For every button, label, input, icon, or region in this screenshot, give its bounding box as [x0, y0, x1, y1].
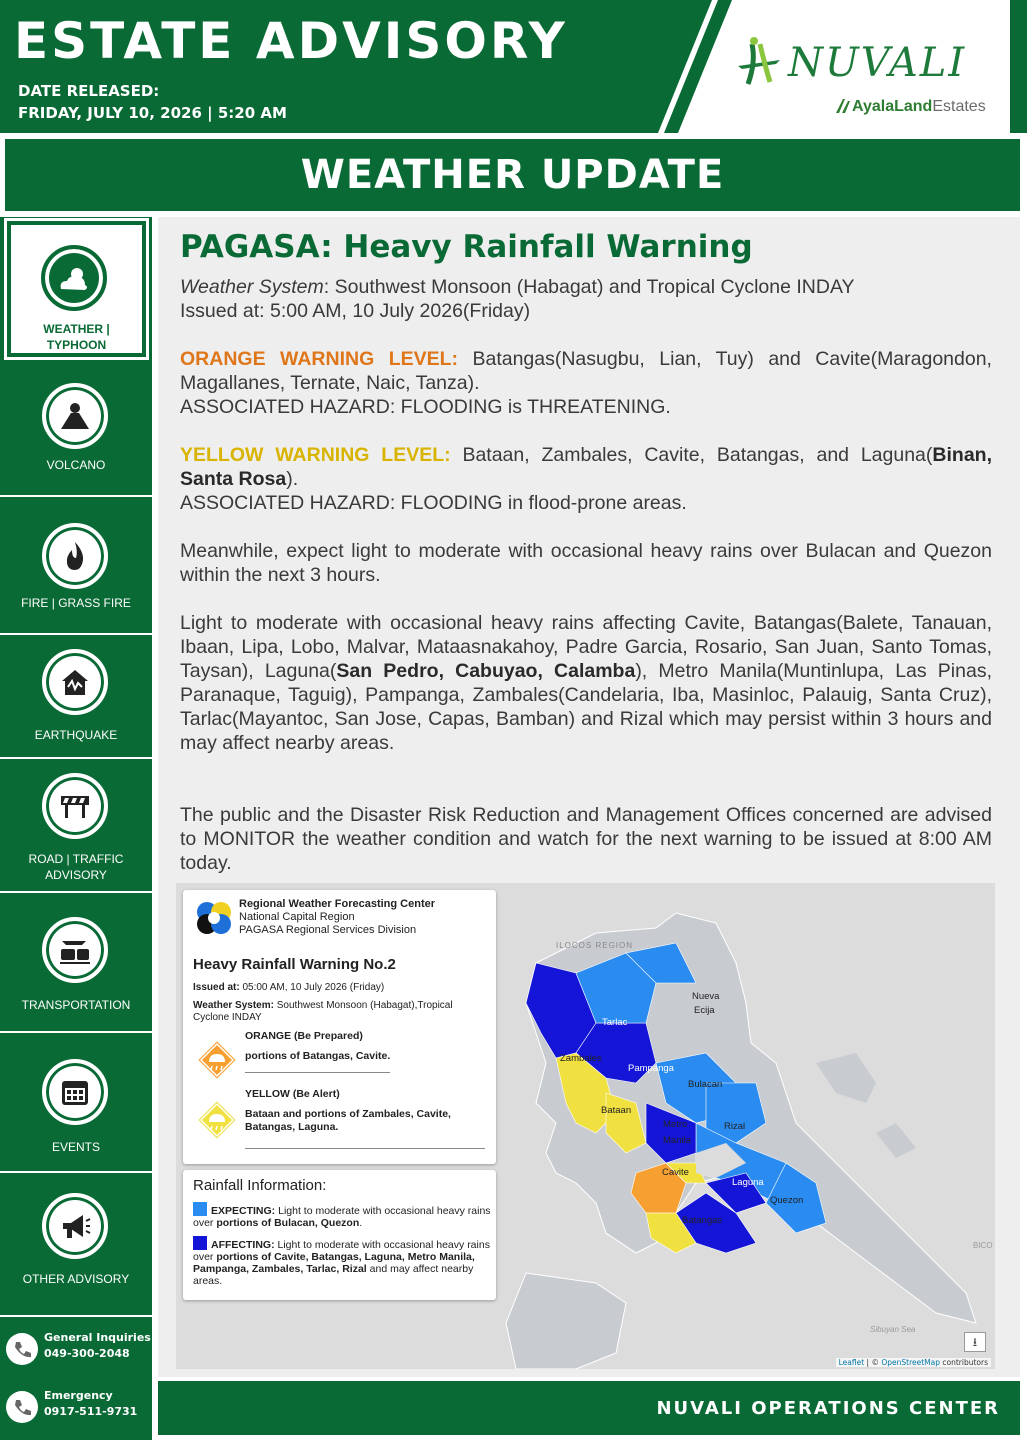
affected-areas-text: Light to moderate with occasional heavy rains affecting Cavite, Batangas(Balete, Tanauan, Ibaan, Lipa, Lobo, Malvar, Mataasnakahoy, Padre Garcia, Rosario, San Juan, Santo Tomas, Taysan), Laguna(San Pedro, Cabuyao, Calamba), Metro Manila(Muntinlupa, Las Pinas, Paranaque, Taguig), Pampanga, Zambales(Candelaria, Iba, Masinloc, Palauig, Santa Cruz), Tarlac(Mayantoc, San Jose, Capas, Bamban) and Rizal which may persist within 3 hours and may affect nearby areas. — [180, 612, 992, 754]
sidebar — [0, 217, 152, 1440]
map-label: ILOCOS REGION — [556, 941, 634, 950]
map-label: Quezon — [770, 1195, 804, 1206]
map-info-panel — [183, 890, 496, 1164]
contact-label: Emergency — [44, 1389, 113, 1402]
sidebar-item-label: EARTHQUAKE — [34, 728, 118, 742]
sidebar-item-label: OTHER ADVISORY — [22, 1272, 130, 1286]
orange-warning-icon — [195, 1038, 239, 1082]
sidebar-item-label: EVENTS — [51, 1140, 100, 1154]
contact-number: 0917-511-9731 — [44, 1405, 138, 1418]
orange-level-areas: portions of Batangas, Cavite. — [245, 1050, 391, 1062]
sidebar-item-road[interactable] — [0, 759, 152, 893]
map-attribution: Leaflet | © OpenStreetMap contributors — [836, 1358, 991, 1367]
phone-icon — [6, 1391, 38, 1423]
nuvali-logo — [728, 34, 998, 124]
sidebar-item-fire[interactable] — [0, 497, 152, 635]
orange-level-label: ORANGE (Be Prepared) — [245, 1030, 363, 1042]
divider — [245, 1072, 390, 1073]
header — [0, 0, 1027, 133]
volcano-icon — [42, 383, 108, 449]
yellow-level-label: YELLOW (Be Alert) — [245, 1088, 340, 1100]
sidebar-item-label: ROAD | TRAFFIC ADVISORY — [28, 852, 124, 882]
yellow-warning-icon — [195, 1098, 239, 1142]
meanwhile-text: Meanwhile, expect light to moderate with occasional heavy rains over Bulacan and Quezon within the next 3 hours. — [180, 540, 992, 586]
sidebar-item-weather[interactable] — [7, 221, 146, 357]
sidebar-item-label: WEATHER | TYPHOON — [43, 322, 110, 352]
date-label: DATE RELEASED: — [18, 82, 160, 100]
pagasa-logo-icon — [193, 900, 235, 936]
map-label: Bulacan — [688, 1079, 723, 1090]
sidebar-item-other-advisory[interactable] — [0, 1173, 152, 1317]
region-name: National Capital Region — [239, 911, 355, 923]
sidebar-item-label: VOLCANO — [46, 458, 106, 472]
rainfall-map[interactable] — [176, 883, 995, 1369]
yellow-level-areas: Bataan and portions of Zambales, Cavite, Batangas, Laguna. — [245, 1108, 451, 1133]
sidebar-item-label: TRANSPORTATION — [21, 998, 131, 1012]
sidebar-item-earthquake[interactable] — [0, 635, 152, 759]
affecting-text: AFFECTING: Light to moderate with occasional heavy rains over portions of Cavite, Batangas, Laguna, Metro Manila, Pampanga, Zambales, Tarlac, Rizal and may affect nearby areas. — [193, 1236, 491, 1287]
emergency-contact[interactable] — [0, 1381, 152, 1439]
ayala-icon — [836, 99, 852, 113]
divider — [245, 1148, 485, 1149]
map-label: Laguna — [732, 1177, 764, 1188]
expecting-text: EXPECTING: Light to moderate with occasional heavy rains over portions of Bulacan, Quezon. — [193, 1202, 491, 1229]
footer-text: NUVALI OPERATIONS CENTER — [656, 1398, 1000, 1419]
general-inquiries-contact[interactable] — [0, 1323, 152, 1381]
yellow-hazard-text: ASSOCIATED HAZARD: FLOODING in flood-prone areas. — [180, 492, 687, 514]
issued-text: Issued at: 5:00 AM, 10 July 2026(Friday) — [180, 300, 531, 322]
warning-title: Heavy Rainfall Warning No.2 — [193, 956, 396, 973]
forecasting-center-name: Regional Weather Forecasting Center — [239, 898, 436, 910]
nuvali-leaf-icon — [730, 36, 790, 92]
download-button[interactable]: ⭳ — [964, 1332, 986, 1352]
date-value: FRIDAY, JULY 10, 2026 | 5:20 AM — [18, 104, 287, 122]
weather-system-text: Weather System: Southwest Monsoon (Habagat) and Tropical Cyclone INDAY — [180, 276, 855, 298]
map-label: Pampanga — [628, 1063, 674, 1074]
advisory-headline: PAGASA: Heavy Rainfall Warning — [180, 229, 753, 265]
megaphone-icon — [42, 1193, 108, 1259]
rainfall-info-panel — [183, 1170, 496, 1300]
phone-icon — [6, 1333, 38, 1365]
orange-warning-text: ORANGE WARNING LEVEL: Batangas(Nasugbu, Lian, Tuy) and Cavite(Maragondon, Magallanes, Ternate, Naic, Tanza). — [180, 348, 992, 394]
map-label: Metro — [663, 1119, 688, 1130]
map-label: Nueva — [692, 991, 720, 1002]
contact-label: General Inquiries — [44, 1331, 151, 1344]
contact-number: 049-300-2048 — [44, 1347, 130, 1360]
map-issued-text: Issued at: 05:00 AM, 10 July 2026 (Friday) — [193, 982, 385, 993]
brand-name: NUVALI — [788, 40, 967, 86]
road-icon — [42, 773, 108, 839]
orange-hazard-text: ASSOCIATED HAZARD: FLOODING is THREATENING. — [180, 396, 671, 418]
footer — [158, 1381, 1020, 1435]
map-label: BICO — [973, 1241, 993, 1250]
map-label: Bataan — [601, 1105, 632, 1116]
map-label: Ecija — [694, 1005, 715, 1016]
dark-blue-swatch — [193, 1236, 207, 1250]
map-label: Manila — [663, 1135, 691, 1146]
banner-title: WEATHER UPDATE — [300, 152, 725, 198]
light-blue-swatch — [193, 1202, 207, 1216]
sidebar-item-label: FIRE | GRASS FIRE — [21, 596, 131, 610]
fire-icon — [42, 523, 108, 589]
division-name: PAGASA Regional Services Division — [239, 924, 417, 936]
osm-link[interactable]: OpenStreetMap — [881, 1358, 940, 1367]
yellow-warning-text: YELLOW WARNING LEVEL: Bataan, Zambales, Cavite, Batangas, and Laguna(Binan, Santa Rosa). — [180, 444, 992, 490]
map-label: Cavite — [662, 1167, 689, 1178]
sidebar-item-transportation[interactable] — [0, 893, 152, 1033]
brand-subtitle: AyalaLandEstates — [836, 98, 986, 116]
transportation-icon — [42, 917, 108, 983]
map-label: Sibuyan Sea — [870, 1325, 916, 1334]
weather-icon — [41, 245, 107, 311]
public-advisory-text: The public and the Disaster Risk Reduction and Management Offices concerned are advised to MONITOR the weather condition and watch for the next warning to be issued at 8:00 AM today. — [180, 804, 992, 874]
leaflet-link[interactable]: Leaflet — [838, 1358, 865, 1367]
map-label: Batangas — [682, 1215, 723, 1226]
earthquake-icon — [42, 649, 108, 715]
sidebar-item-volcano[interactable] — [0, 363, 152, 497]
rainfall-info-title: Rainfall Information: — [193, 1177, 327, 1194]
calendar-icon — [42, 1059, 108, 1125]
weather-update-banner — [5, 139, 1020, 211]
sidebar-item-events[interactable] — [0, 1033, 152, 1173]
map-label: Zambales — [560, 1053, 602, 1064]
map-weather-system-text: Weather System: Southwest Monsoon (Habagat),Tropical Cyclone INDAY — [193, 1000, 453, 1023]
page-title: ESTATE ADVISORY — [14, 12, 568, 70]
map-label: Rizal — [724, 1121, 746, 1132]
map-label: Tarlac — [602, 1017, 628, 1028]
